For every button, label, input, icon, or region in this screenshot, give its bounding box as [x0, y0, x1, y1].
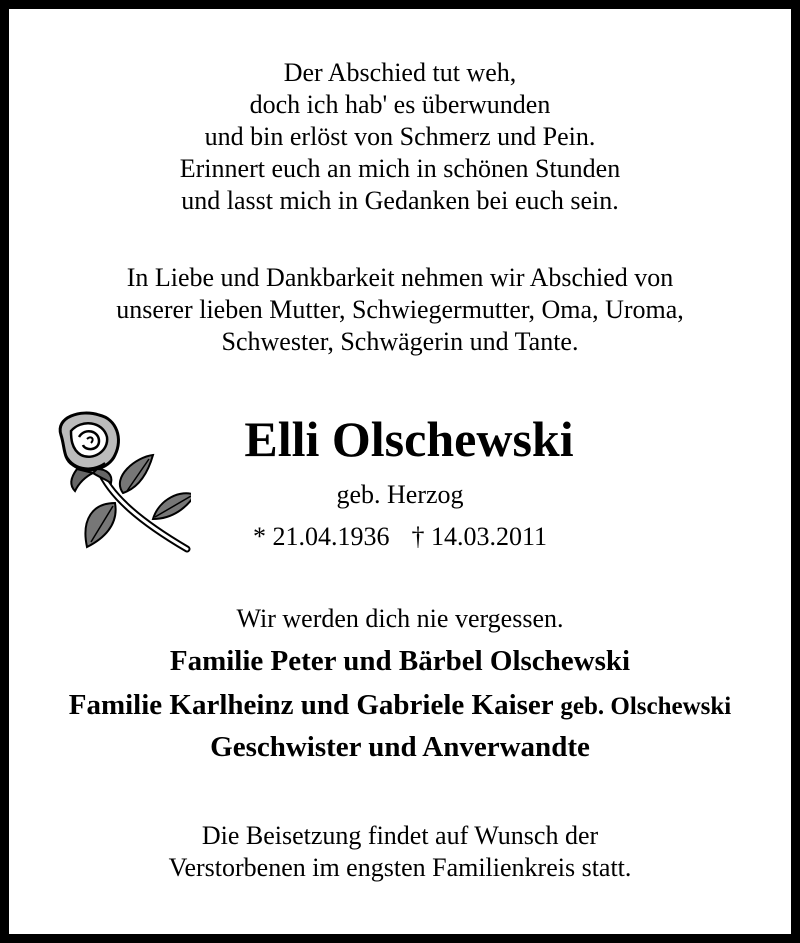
farewell-line: Wir werden dich nie vergessen. — [236, 604, 564, 633]
poem-line: doch ich hab' es überwunden — [249, 90, 551, 119]
intro-line: unserer lieben Mutter, Schwiegermutter, Oma, Uroma, — [116, 295, 684, 324]
burial-line: Verstorbenen im engsten Familienkreis statt. — [168, 853, 632, 882]
poem-line: und lasst mich in Gedanken bei euch sein. — [181, 186, 619, 215]
poem-line: und bin erlöst von Schmerz und Pein. — [204, 122, 596, 151]
mourner-family-2-birth-name: geb. Olschewski — [560, 693, 732, 720]
intro-text — [9, 262, 791, 358]
death-date: † 14.03.2011 — [411, 522, 548, 551]
mourner-relatives: Geschwister und Anverwandte — [210, 731, 590, 763]
mourner-family-2 — [3, 687, 797, 725]
poem-line: Erinnert euch an mich in schönen Stunden — [179, 154, 621, 183]
intro-line: Schwester, Schwägerin und Tante. — [221, 327, 579, 356]
deceased-name: Elli Olschewski — [244, 411, 574, 467]
burial-line: Die Beisetzung findet auf Wunsch der — [201, 821, 599, 850]
birth-name: geb. Herzog — [336, 480, 464, 509]
life-dates — [9, 521, 791, 553]
intro-line: In Liebe und Dankbarkeit nehmen wir Abschied von — [126, 263, 674, 292]
burial-notice — [9, 820, 791, 884]
poem — [9, 57, 791, 217]
mourner-family-2-name: Familie Karlheinz und Gabriele Kaiser — [68, 689, 554, 721]
mourner-family-1: Familie Peter und Bärbel Olschewski — [169, 645, 631, 677]
poem-line: Der Abschied tut weh, — [283, 58, 517, 87]
birth-date: * 21.04.1936 — [252, 522, 390, 551]
